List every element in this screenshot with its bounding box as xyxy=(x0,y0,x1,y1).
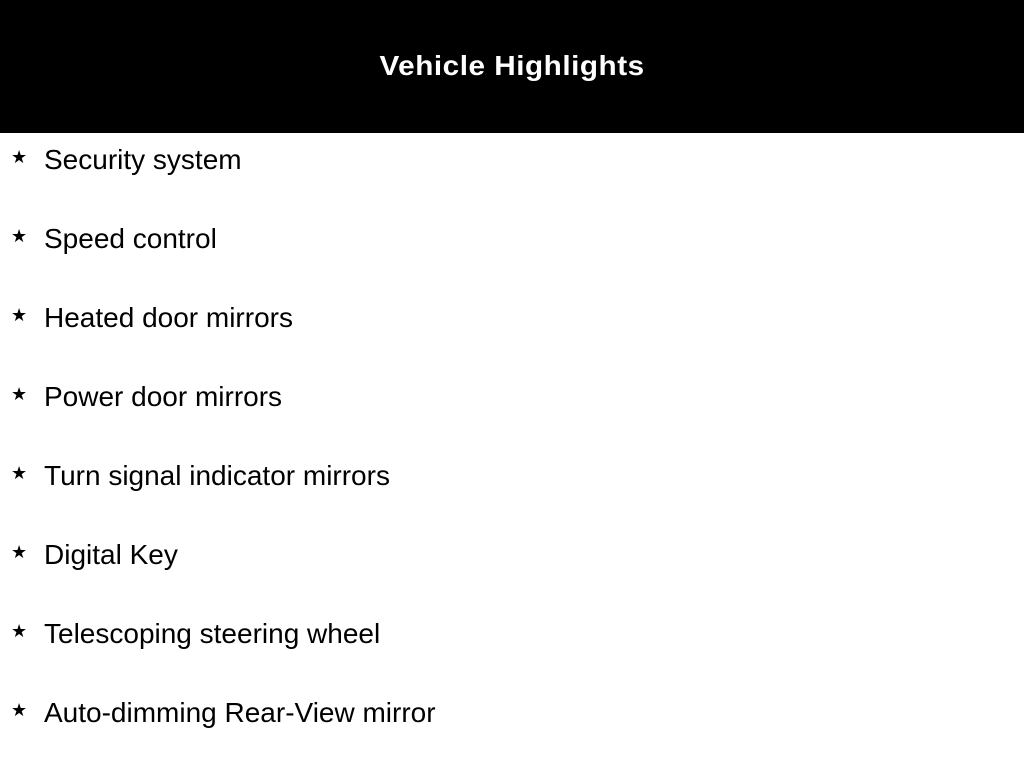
star-icon: ★ xyxy=(11,147,28,168)
star-icon: ★ xyxy=(11,463,28,484)
star-icon: ★ xyxy=(11,384,28,405)
star-icon: ★ xyxy=(11,226,28,247)
star-icon: ★ xyxy=(11,305,28,326)
list-item-label: Digital Key xyxy=(44,539,178,570)
list-item-label: Security system xyxy=(44,144,242,175)
list-item xyxy=(0,597,1024,676)
list-item xyxy=(0,439,1024,518)
list-item xyxy=(0,518,1024,597)
list-item-label: Telescoping steering wheel xyxy=(44,618,381,649)
list-item-label: Auto-dimming Rear-View mirror xyxy=(44,697,436,728)
star-icon: ★ xyxy=(11,542,28,563)
header-banner xyxy=(0,0,1024,133)
star-icon: ★ xyxy=(11,621,28,642)
list-item xyxy=(0,360,1024,439)
star-icon: ★ xyxy=(11,700,28,721)
list-item-label: Speed control xyxy=(44,223,217,254)
list-item-label: Heated door mirrors xyxy=(44,302,293,333)
list-item xyxy=(0,281,1024,360)
list-item-label: Turn signal indicator mirrors xyxy=(44,460,390,491)
list-item xyxy=(0,676,1024,755)
page-title: Vehicle Highlights xyxy=(379,49,645,81)
list-item xyxy=(0,123,1024,202)
highlights-list xyxy=(0,123,1024,755)
list-item-label: Power door mirrors xyxy=(44,381,283,412)
list-item xyxy=(0,202,1024,281)
